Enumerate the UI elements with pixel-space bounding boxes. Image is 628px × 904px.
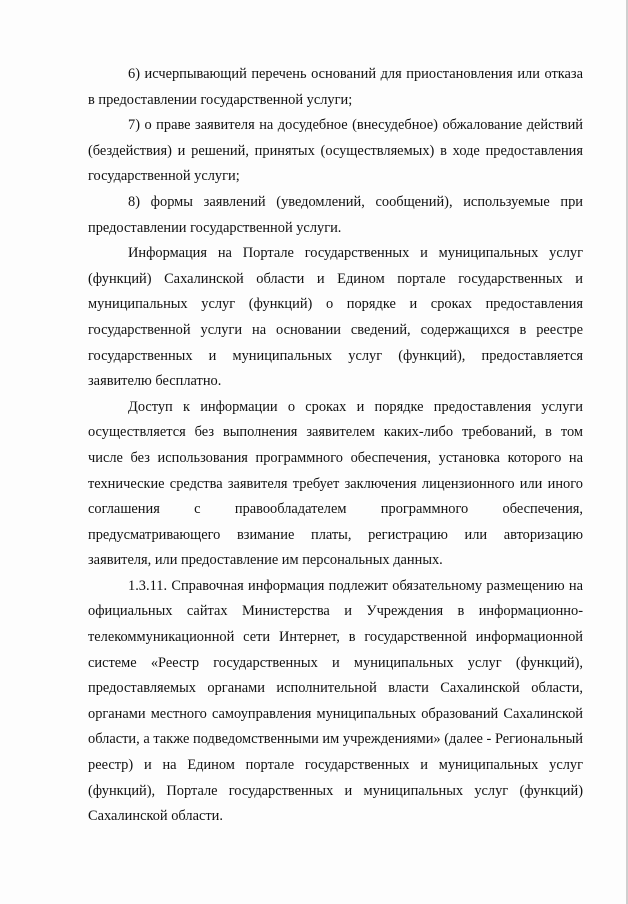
paragraph-1-3-11: 1.3.11. Справочная информация подлежит обязательному размещению на официальных сайтах Министерства и Учреждения в информационно-телекоммуникационной сети Интернет, в государственной информационной системе «Реестр государственных и муниципальных услуг (функций), предоставляемых органами исполнительной власти Сахалинской области, органами местного самоуправления муниципальных образований Сахалинской области, а также подведомственными им учреждениями» (далее - Региональный реестр) и на Едином портале государственных и муниципальных услуг (функций), Портале государственных и муниципальных услуг (функций) Сахалинской области. <box>88 577 583 825</box>
paragraph-item-7: 7) о праве заявителя на досудебное (внесудебное) обжалование действий (бездействия) и решений, принятых (осуществляемых) в ходе предоставления государственной услуги; <box>88 117 583 185</box>
paragraph-access-info: Доступ к информации о сроках и порядке предоставления услуги осуществляется без выполнения заявителем каких-либо требований, в том числе без использования программного обеспечения, установка которого на технические средства заявителя требует заключения лицензионного или иного соглашения с правообладателем программного обеспечения, предусматривающего взимание платы, регистрацию или авторизацию заявителя, или предоставление им персональных данных. <box>88 398 583 569</box>
paragraph-portal-info: Информация на Портале государственных и муниципальных услуг (функций) Сахалинской области и Едином портале государственных и муниципальных услуг (функций) о порядке и сроках предоставления государственной услуги на основании сведений, содержащихся в реестре государственных и муниципальных услуг (функций), предоставляется заявителю бесплатно. <box>88 245 583 390</box>
paragraph-item-8: 8) формы заявлений (уведомлений, сообщений), используемые при предоставлении государственной услуги. <box>88 193 583 236</box>
paragraph-item-6: 6) исчерпывающий перечень оснований для приостановления или отказа в предоставлении государственной услуги; <box>88 66 583 108</box>
document-body <box>88 62 583 830</box>
